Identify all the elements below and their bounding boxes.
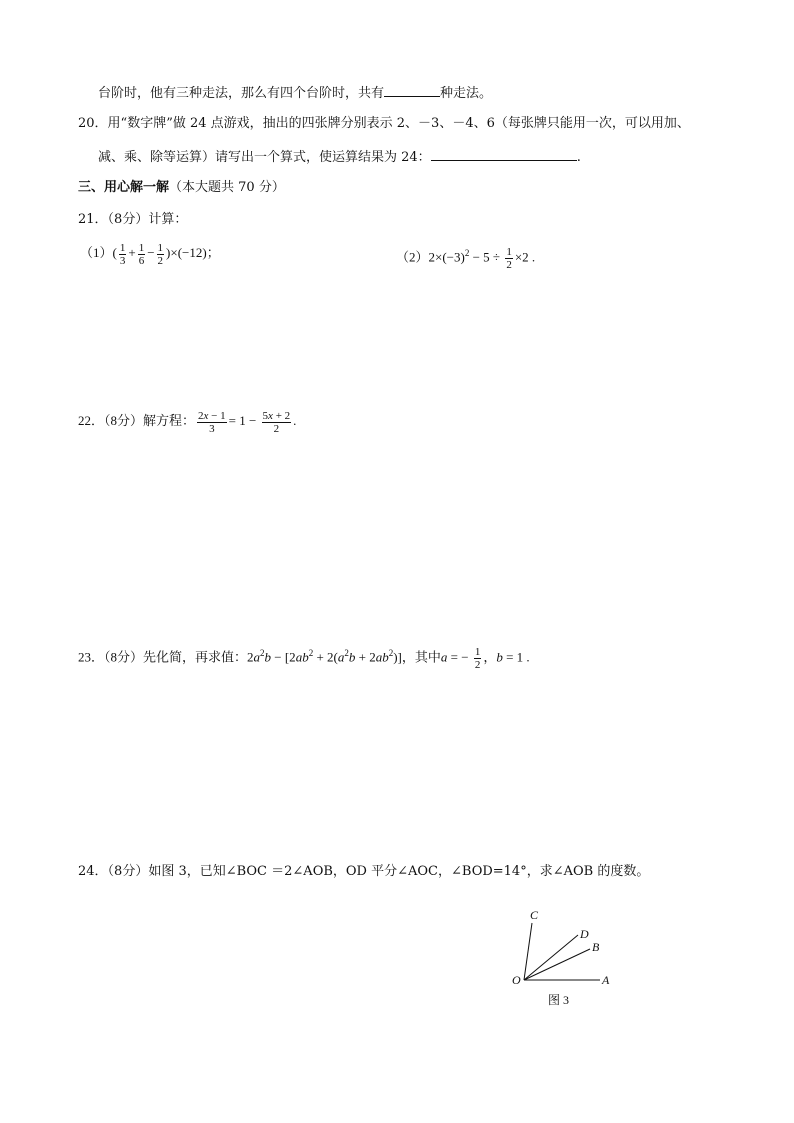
q20-line2-text: 减、乘、除等运算）请写出一个算式，使运算结果为 24： [98, 150, 431, 165]
label-c: C [530, 908, 539, 922]
fraction-1-2: $\frac{1}{2}$ [506, 245, 512, 271]
figure-3-angle-diagram [500, 905, 620, 1015]
q20-answer-blank[interactable] [431, 146, 577, 161]
figure-3-caption: 图 3 [548, 993, 570, 1007]
fraction-5x-2-over-2: $\frac{5x + 2}{2}$ [262, 409, 291, 435]
q23-where: ，其中 [401, 649, 441, 665]
label-o: O [512, 973, 521, 987]
q21-label: 21．（8分）计算： [78, 212, 188, 227]
label-b: B [592, 940, 600, 954]
ray-ob [524, 949, 590, 980]
q19-tail [98, 82, 492, 104]
fraction-2x-1-over-3: $\frac{2x - 1}{3}$ [198, 409, 226, 435]
q22-label: 22．（8分）解方程： [78, 413, 196, 428]
fraction-1-6: $\frac{1}{6}$ [138, 241, 145, 267]
q21-part1: （1）( $\frac{1}{3}$ + $\frac{1}{6}$ − $\frac{1}{2}$ )×(−12)； [80, 241, 220, 267]
q19-text-a: 台阶时，他有三种走法，那么有四个台阶时，共有 [98, 86, 385, 101]
q19-text-b: 种走法。 [440, 86, 493, 101]
ray-oc [524, 923, 532, 980]
fraction-1-3: $\frac{1}{3}$ [119, 241, 126, 267]
q22: 22．（8分）解方程： $\frac{2x - 1}{3}$ = 1 − $\frac{5x + 2}{2}$ . [78, 409, 297, 435]
q23-label: 23．（8分）先化简，再求值： [78, 649, 248, 665]
ray-od [524, 935, 578, 980]
q21-part2: $(2)2\times(-3)^2 - 5$ ÷ $\frac{1}{2}$ ×2 . [396, 245, 536, 271]
q20-line1: 20．用“数字牌”做 24 点游戏，抽出的四张牌分别表示 2、－3、－4、6（每张牌只能用一次，可以用加、 [78, 116, 690, 131]
q20-line2: 减、乘、除等运算）请写出一个算式，使运算结果为 24： . [98, 146, 581, 168]
q19-answer-blank[interactable] [384, 82, 440, 97]
section3-title: 三、用心解一解 [78, 180, 170, 195]
label-d: D [580, 927, 589, 941]
fraction-1-2: $\frac{1}{2}$ [474, 645, 481, 671]
section3-subtitle: （本大题共 70 分） [169, 180, 285, 195]
q21-part1-label: （1） [80, 245, 113, 260]
q21-part2-label: （2） [396, 249, 429, 265]
label-a: A [602, 973, 610, 987]
section3-heading [78, 178, 285, 198]
q24-label: 24．（8分）如图 3，已知∠BOC ＝2∠AOB，OD 平分∠AOC，∠BOD=14°，求∠AOB 的度数。 [78, 864, 650, 879]
q23: 23．（8分）先化简，再求值：$2a^2b - [2ab^2 + 2(a^2b + 2ab^2)]$，其中a = − $\frac{1}{2}$ ，b = 1 . [78, 645, 530, 671]
fraction-1-2: $\frac{1}{2}$ [157, 241, 164, 267]
